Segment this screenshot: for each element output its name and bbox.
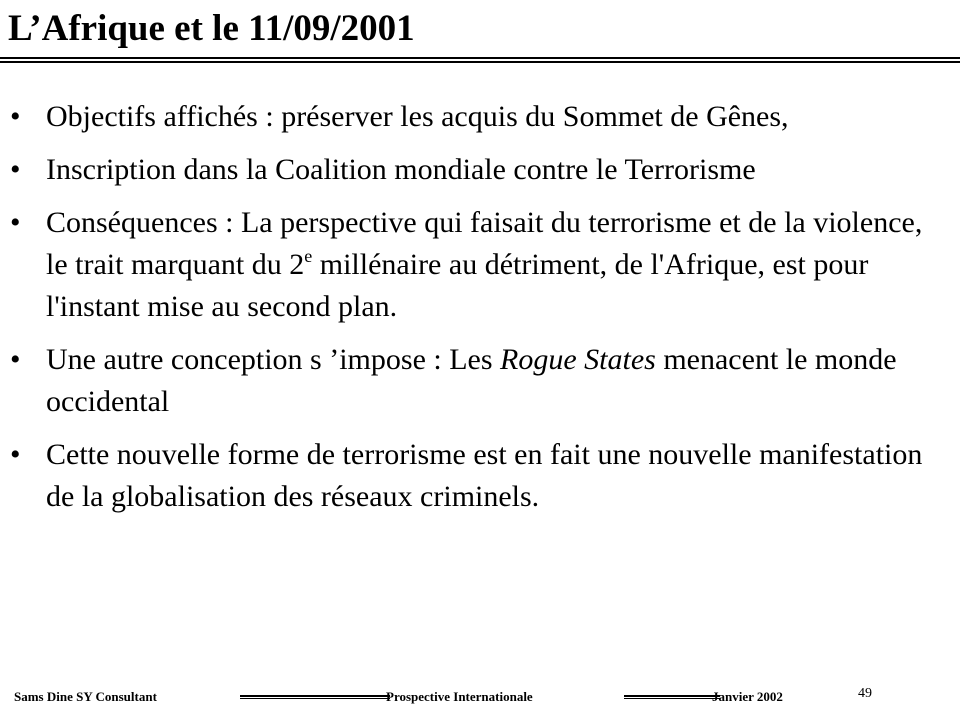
footer-divider [624,695,720,699]
footer-date: Janvier 2002 [712,689,783,704]
page-number: 49 [858,686,872,701]
bullet-text: Inscription dans la Coalition mondiale contre le Terrorisme [46,153,756,186]
bullet-text-part: menacent le monde occidental [46,343,897,418]
bullet-text [46,206,922,323]
bullet-text: Cette nouvelle forme de terrorisme est en fait une nouvelle manifestation de la globalisation des réseaux criminels. [46,438,923,513]
bullet-marker: • [10,438,21,471]
italic-term: Rogue States [500,343,656,376]
bullet-item [0,96,930,138]
bullet-text-part: Une autre conception s ’impose : Les [46,343,501,376]
bullet-item [0,149,930,191]
bullet-text-part: Conséquences : La perspective qui faisait du terrorisme et de la violence, le trait marquant du 2 [46,206,923,281]
bullet-marker: • [10,343,21,376]
bullet-text: Objectifs affichés : préserver les acquis du Sommet de Gênes, [46,100,789,133]
footer-author: Sams Dine SY Consultant [14,689,157,704]
bullet-item [0,434,930,518]
footer-divider [240,695,390,699]
bullet-marker: • [10,206,21,239]
bullet-marker: • [10,100,21,133]
bullet-text [46,343,897,418]
bullet-item [0,339,930,423]
footer-subject: Prospective Internationale [386,689,533,704]
slide-footer [0,686,960,710]
superscript-e: e [304,246,313,266]
bullet-text-part: millénaire au détriment, de l'Afrique, est pour l'instant mise au second plan. [46,248,869,323]
bullet-list [0,96,930,529]
bullet-marker: • [10,153,21,186]
bullet-item [0,202,930,328]
slide-title: L’Afrique et le 11/09/2001 [8,8,415,49]
title-underline [0,57,960,63]
